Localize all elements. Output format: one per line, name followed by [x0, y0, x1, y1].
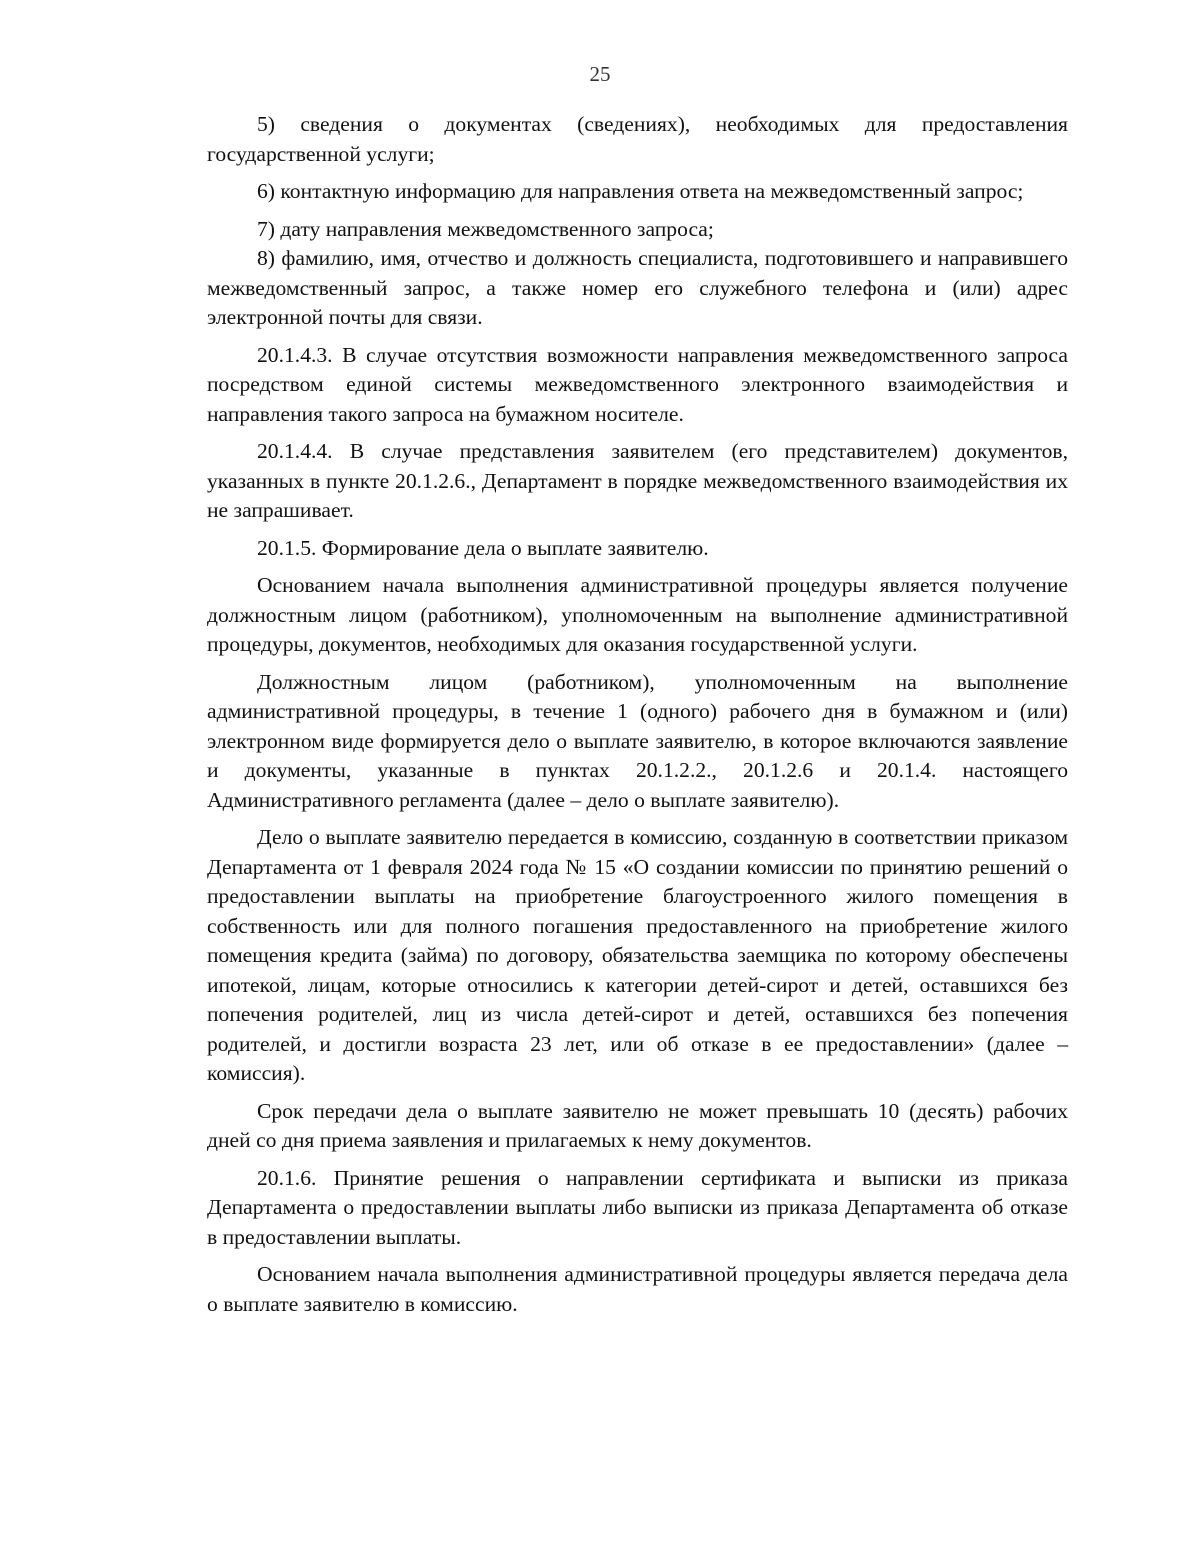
- section-heading-20-1-5: 20.1.5. Формирование дела о выплате заявителю.: [257, 535, 709, 560]
- paragraph-commission-transfer: Дело о выплате заявителю передается в комиссию, созданную в соответствии приказом Департамента от 1 февраля 2024 года № 15 «О создании комиссии по принятию решений о предоставлении выплаты на приобретение благоустроенного жилого помещения в собственность или для полного погашения предоставленного на приобретение жилого помещения кредита (займа) по договору, обязательства заемщика по которому обеспечены ипотекой, лицам, которые относились к категории детей-сирот и детей, оставшихся без попечения родителей, лиц из числа детей-сирот и детей, оставшихся без попечения родителей, и достигли возраста 23 лет, или об отказе в ее предоставлении» (далее – комиссия).: [207, 825, 1068, 1085]
- paragraph-item-6: 6) контактную информацию для направления ответа на межведомственный запрос;: [257, 179, 1024, 203]
- document-body: [207, 110, 1068, 1319]
- paragraph-basis-start: Основанием начала выполнения административной процедуры является получение должностным лицом (работником), уполномоченным на выполнение административной процедуры, документов, необходимых для оказания государственной услуги.: [207, 573, 1068, 656]
- section-heading-20-1-6: 20.1.6. Принятие решения о направлении сертификата и выписки из приказа Департамента о предоставлении выплаты либо выписки из приказа Департамента об отказе в предоставлении выплаты.: [207, 1165, 1068, 1249]
- page-number: 25: [589, 62, 611, 86]
- paragraph-case-formation: Должностным лицом (работником), уполномоченным на выполнение административной процедуры, в течение 1 (одного) рабочего дня в бумажном и (или) электронном виде формируется дело о выплате заявителю, в которое включаются заявление и документы, указанные в пунктах 20.1.2.2., 20.1.2.6 и 20.1.4. настоящего Административного регламента (далее – дело о выплате заявителю).: [207, 669, 1068, 812]
- paragraph-transfer-deadline: Срок передачи дела о выплате заявителю не может превышать 10 (десять) рабочих дней со дня приема заявления и прилагаемых к нему документов.: [207, 1098, 1068, 1152]
- paragraph-item-7: 7) дату направления межведомственного запроса;: [257, 216, 714, 241]
- paragraph-item-5: 5) сведения о документах (сведениях), необходимых для предоставления государственной услуги;: [207, 112, 1068, 166]
- paragraph-basis-final: Основанием начала выполнения административной процедуры является передача дела о выплате заявителю в комиссию.: [207, 1262, 1068, 1316]
- paragraph-item-8: 8) фамилию, имя, отчество и должность специалиста, подготовившего и направившего межведомственный запрос, а также номер его служебного телефона и (или) адрес электронной почты для связи.: [207, 246, 1068, 329]
- paragraph-20-1-4-3: 20.1.4.3. В случае отсутствия возможности направления межведомственного запроса посредством единой системы межведомственного электронного взаимодействия и направления такого запроса на бумажном носителе.: [207, 342, 1068, 426]
- paragraph-20-1-4-4: 20.1.4.4. В случае представления заявителем (его представителем) документов, указанных в пункте 20.1.2.6., Департамент в порядке межведомственного взаимодействия их не запрашивает.: [207, 439, 1068, 522]
